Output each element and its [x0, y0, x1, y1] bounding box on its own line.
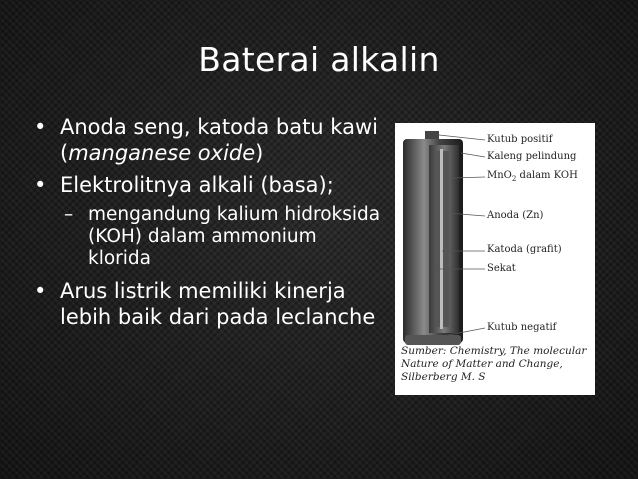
bullet-item: [34, 114, 384, 166]
bullet-icon: •: [34, 173, 47, 197]
label-sekat: Sekat: [487, 263, 516, 274]
label-anoda: Anoda (Zn): [487, 210, 544, 221]
bullet-italic-text: manganese oxide: [68, 141, 256, 165]
bullet-list: [34, 114, 384, 336]
figure-caption: Sumber: Chemistry, The molecular Nature of Matter and Change, Silberberg M. S: [401, 345, 587, 383]
positive-terminal: [425, 131, 439, 139]
sub-bullet-text: mengandung kalium hidroksida (KOH) dalam ammonium klorida: [88, 204, 381, 269]
bullet-item: [34, 172, 384, 198]
sub-bullet-item: [34, 204, 384, 270]
label-kutub-positif: Kutub positif: [487, 134, 553, 145]
battery-diagram: [395, 123, 595, 395]
label-kaleng-pelindung: Kaleng pelindung: [487, 151, 577, 162]
negative-cap: [405, 335, 461, 345]
cathode-rod: [440, 149, 443, 329]
label-mno2-rest: dalam KOH: [516, 170, 578, 181]
bullet-item: [34, 278, 384, 330]
bullet-text: Arus listrik memiliki kinerja lebih baik dari pada leclanche: [60, 279, 376, 329]
bullet-icon: •: [34, 115, 47, 139]
label-mno2-subscript: 2: [511, 175, 517, 183]
dash-icon: –: [64, 204, 74, 225]
bullet-text: Elektrolitnya alkali (basa);: [60, 173, 334, 197]
label-mno2: [487, 170, 578, 183]
bullet-text-end: ): [255, 141, 264, 165]
bullet-icon: •: [34, 279, 47, 303]
slide-title: Baterai alkalin: [198, 40, 440, 79]
label-katoda: Katoda (grafit): [487, 244, 562, 255]
label-mno2-text: MnO: [487, 170, 512, 181]
bullet-text: Anoda seng, katoda batu kawi (: [60, 115, 378, 165]
label-kutub-negatif: Kutub negatif: [487, 322, 557, 333]
